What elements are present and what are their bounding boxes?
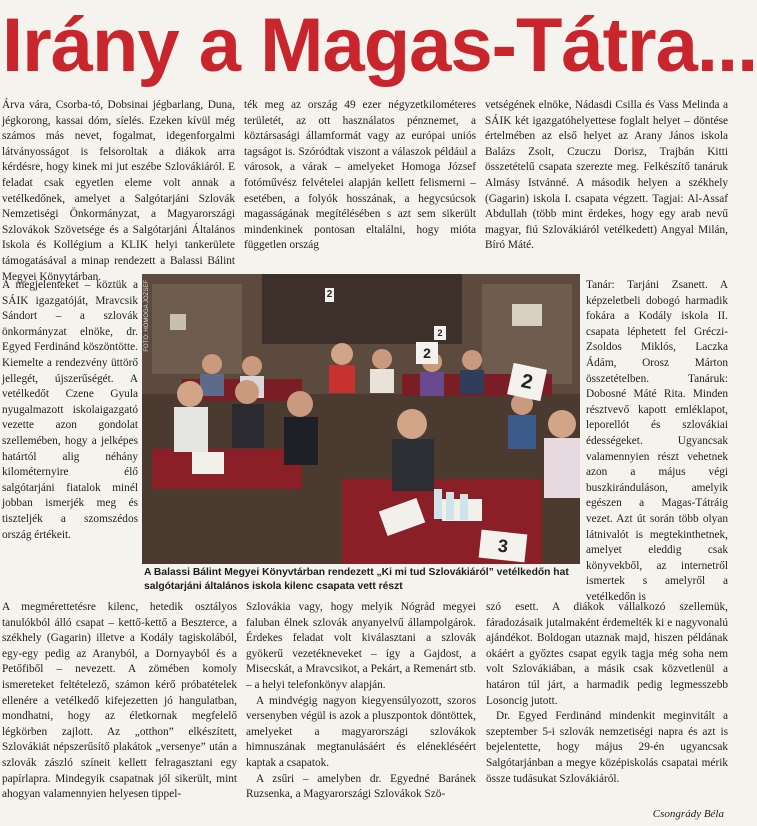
paragraph: A zsűri – amelyben dr. Egyedné Baránek Ruzsenka, a Magyarországi Szlovákok Szö- xyxy=(246,772,476,801)
paragraph: vetségének elnöke, Nádasdi Csilla és Vass Melinda a SÁIK két igazgatóhelyettese foglalt helyet – döntése értelmében az első helyet az Arany János iskola Balázs Zsolt, Czuczu Dorisz, Trajbán Kitti összetételű csapata szerezte meg. Felkészítő tanáruk Almásy Istvánné. A második helyen a székhely (Gagarin) iskola I. csapata végzett. Tagjai: Al-Assaf Abdullah (több mint érdekes, hogy egy arab nevű magyar, fiú Szlovákiáról vetélkedett) Angyal Milán, Bíró Máté. xyxy=(485,99,728,252)
article-column-2-bottom xyxy=(246,600,476,822)
article-column-1-bottom xyxy=(2,600,237,822)
article-column-2-top xyxy=(244,98,476,276)
paragraph: A megjelenteket – köztük a SÁIK igazgatóját, Mravcsik Sándort – a szlovák önkormányzat elnöke, dr. Egyed Ferdinánd köszöntötte. Kiemelte a rendezvény üttörő jellegét, újszerűségét. A vetélkedőt Czene Gyula nyugalmazott iskolaigazgató vezette azon gondolat szellemében, hogy a jelképes határtól alig néhány kilométernyire élő salgótarjáni fiatalok minél jobban ismerjék meg és tiszteljék a szomszédos ország értékeit. xyxy=(2,279,138,541)
number-card: 2 xyxy=(434,326,446,340)
article-column-3-bottom xyxy=(486,600,728,822)
paragraph: szó esett. A diákok vállalkozó szellemük, fáradozásaik jutalmaként érdemelték ki e nagyvonalú ajándékot. Boldogan utaznak majd, hiszen példának okáért a győztes csapat egyik tagja még soha nem volt Szlovákiában, a másik csak közvetlenül a határon túl járt, a harmadik pedig legmesszebb Losoncig jutott. xyxy=(486,601,728,707)
news-photo xyxy=(142,274,580,564)
article-column-1-top xyxy=(2,98,235,283)
number-card: 3 xyxy=(479,530,528,563)
paragraph: Árva vára, Csorba-tó, Dobsinai jégbarlang, Duna, jégkorong, kassai dóm, síelés. Ezeken kívül még számos más nevet, fogalmat, idegenforgalmi látványosságot is felsoroltak a diákok arra kérdésre, hogy kinek mi jut eszébe Szlovákiáról. E feladat csak egyetlen eleme volt annak a vetélkedőnek, amelyet a Salgótarjáni Szlovák Nemzetiségi Önkormányzat, a Magyarországi Szlovákok Szövetsége és a Salgótarjáni Általános Iskola és Kollégium a KLIK helyi tankerülete támogatásával a minap rendezett a Balassi Bálint Megyei Könyvtárban. xyxy=(2,99,235,283)
paragraph: Szlovákia vagy, hogy melyik Nógrád megyei faluban élnek szlovák anyanyelvű állampolgárok. Érdekes feladat volt kiválasztani a szlovák gyökerű vezetékneveket – így a Gajdost, a Misecskát, a Mravcsikot, a Pekárt, a Remenárt stb. – a helyi telefonkönyv alapján. xyxy=(246,601,476,691)
article-column-1-middle xyxy=(2,278,138,598)
paragraph: Tanár: Tarjáni Zsanett. A képzeletbeli dobogó harmadik fokára a Kodály iskola II. csapata léphetett fel Gréczi-Zsoldos Miklós, Laczka Ádám, Orosz Márton összetételben. Tanáruk: Dobosné Máté Rita. Minden résztvevő kapott emléklapot, leporellót és szlovákiai édességeket. Ugyancsak valamennyien részt vehetnek azon a május végi buszkiránduláson, amelyik egészen a Magas-Tátráig vezet. Azt út során több olyan látnivalót is megtekinthetnek, amelyet eleddig csak könyvekből, az internetről ismertek s amelyről a vetélkedőn is xyxy=(586,279,728,603)
article-column-3-middle xyxy=(586,278,728,603)
paragraph: ték meg az ország 49 ezer négyzetkilométeres területét, az ott használatos pénznemet, a köztársasági államformát vagy az európai uniós tagságot is. Szóródtak viszont a válaszok például a városok, a várak – amelyeket Homoga József fotóművész felvételei alapján kellett felismerni – esetében, a folyók hosszának, a hegycsúcsok magasságának megítélésében s azt sem sikerült mindenkinek pontosan eltalálni, hogy mióta független ország xyxy=(244,99,476,252)
paragraph: A mindvégig nagyon kiegyensúlyozott, szoros versenyben végül is azok a pluszpontok döntöttek, amelyeket a magyarországi szlovákok himnuszának megtanulásáért és elénekléséért kaptak a csapatok. xyxy=(246,694,476,769)
number-card: 2 xyxy=(416,342,438,364)
paragraph: A megmérettetésre kilenc, hetedik osztályos tanulókból álló csapat – kettő-kettő a Beszterce, a székhely (Gagarin) illetve a Kodály tagiskolából, egy-egy pedig az Aranyból, a Dornyayból és a Petőfiből – nevezett. A zömében komoly ismereteket feltételező, számon kérő próbatételek ellenére a vetélkedő kifejezetten jó hangulatban, mondhatni, hogy az életkornak megfelelő légkörben zajlott. Az „otthon” elkészített, Szlovákiát népszerűsítő plakátok „versenye” után a szlovák zászló színeit kellett felragasztani egy papírlapra. Mindegyik csapatnak jól sikerült, mint ahogyan valamennyien helyesen tippel- xyxy=(2,601,237,801)
photo-credit: FOTÓ: HOMOGA JÓZSEF xyxy=(144,280,150,352)
paragraph: Dr. Egyed Ferdinánd mindenkit meginvitált a szeptember 5-i szlovák nemzetiségi napra és azt is bejelentette, hogy május 29-én ugyancsak Salgótarjánban a megye középiskolás csapatai mérik össze tudásukat Szlovákiáról. xyxy=(486,710,728,785)
author-byline: Csongrády Béla xyxy=(652,808,724,820)
headline: Irány a Magas-Tátra... xyxy=(2,3,757,88)
number-card: 2 xyxy=(507,363,547,401)
article-column-3-top xyxy=(485,98,728,276)
photo-caption: A Balassi Bálint Megyei Könyvtárban rendezett „Ki mi tud Szlovákiáról” vetélkedőn hat salgótarjáni általános iskola kilenc csapata vett részt xyxy=(144,567,569,592)
photo-illustration xyxy=(142,274,580,564)
number-card: 2 xyxy=(326,289,333,300)
